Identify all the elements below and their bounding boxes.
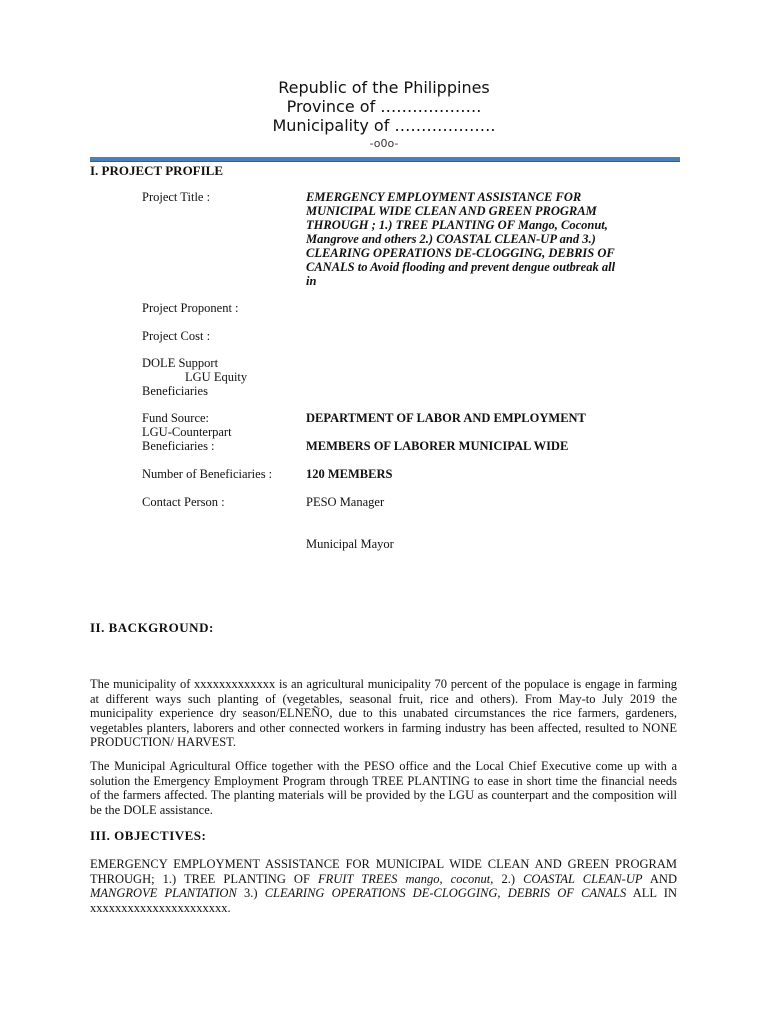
header-province: Province of ………………. — [286, 97, 482, 116]
project-title-value: EMERGENCY EMPLOYMENT ASSISTANCE FOR MUNICIPAL WIDE CLEAN AND GREEN PROGRAM THROUGH ; 1.) TREE PLANTING OF Mango, Coconut, Mangrove and others 2.) COASTAL CLEAN-UP and 3.) CLEARING OPERATIONS DE-CLOGGING, DEBRIS OF CANALS to Avoid flooding and prevent dengue outbreak all in — [306, 190, 616, 288]
contact-person-mayor: Municipal Mayor — [306, 537, 394, 551]
fund-source-label: Fund Source: — [142, 411, 210, 425]
objectives-text-4: 3.) — [236, 886, 265, 900]
project-proponent-label: Project Proponent : — [142, 301, 239, 315]
objectives-text-2: 2.) — [493, 871, 524, 886]
section-heading-objectives: III. OBJECTIVES: — [90, 828, 207, 843]
objectives-clearing: CLEARING OPERATIONS DE-CLOGGING, DEBRIS OF CANALS — [264, 886, 627, 900]
header-municipality: Municipality of ………………. — [272, 116, 496, 135]
lgu-equity-label: LGU Equity — [185, 370, 248, 384]
objectives-paragraph — [90, 857, 677, 915]
objectives-text-1: EMERGENCY EMPLOYMENT ASSISTANCE FOR MUNICIPAL WIDE CLEAN AND GREEN PROGRAM THROUGH; 1.) TREE PLANTING OF — [90, 857, 677, 886]
number-beneficiaries-value: 120 MEMBERS — [306, 467, 393, 481]
fund-source-value: DEPARTMENT OF LABOR AND EMPLOYMENT — [306, 411, 586, 425]
beneficiaries-label-1: Beneficiaries — [142, 384, 208, 398]
header-ornament: -o0o- — [369, 137, 399, 150]
background-paragraph-2: The Municipal Agricultural Office together with the PESO office and the Local Chief Executive come up with a solution the Emergency Employment Program through TREE PLANTING to ease in short time the financial needs of the farmers affected. The planting materials will be provided by the LGU as counterpart and the composition will be the DOLE assistance. — [90, 759, 677, 817]
objectives-text-5: ALL IN xxxxxxxxxxxxxxxxxxxxxx. — [90, 886, 677, 915]
contact-person-peso: PESO Manager — [306, 495, 385, 509]
dole-support-label: DOLE Support — [142, 356, 219, 370]
header-divider — [90, 157, 680, 161]
objectives-mangrove: MANGROVE PLANTATION — [90, 886, 237, 900]
lgu-counterpart-label: LGU-Counterpart — [142, 425, 232, 439]
objectives-coastal-cleanup: COASTAL CLEAN-UP — [523, 871, 643, 886]
background-paragraph-1: The municipality of xxxxxxxxxxxxx is an agricultural municipality 70 percent of the populace is engage in farming at different ways such planting of (vegetables, seasonal fruit, rice and others). From May-to July 2019 the municipality experience dry season/ELNEÑO, due to this unabated circumstances the rice farmers, gardeners, vegetables planters, laborers and other connected workers in farming industry has been affected, resulted to NONE PRODUCTION/ HARVEST. — [90, 677, 677, 749]
project-cost-label: Project Cost : — [142, 329, 211, 343]
section-heading-profile: I. PROJECT PROFILE — [90, 163, 224, 178]
contact-person-label: Contact Person : — [142, 495, 225, 509]
beneficiaries-value: MEMBERS OF LABORER MUNICIPAL WIDE — [306, 439, 569, 453]
header-republic: Republic of the Philippines — [278, 78, 490, 97]
number-beneficiaries-label: Number of Beneficiaries : — [142, 467, 273, 481]
section-heading-background: II. BACKGROUND: — [90, 620, 214, 635]
objectives-fruit-trees: FRUIT TREES mango, coconut, — [318, 871, 494, 886]
beneficiaries-label: Beneficiaries : — [142, 439, 215, 453]
objectives-text-3: AND — [642, 871, 677, 886]
project-title-label: Project Title : — [142, 190, 211, 204]
